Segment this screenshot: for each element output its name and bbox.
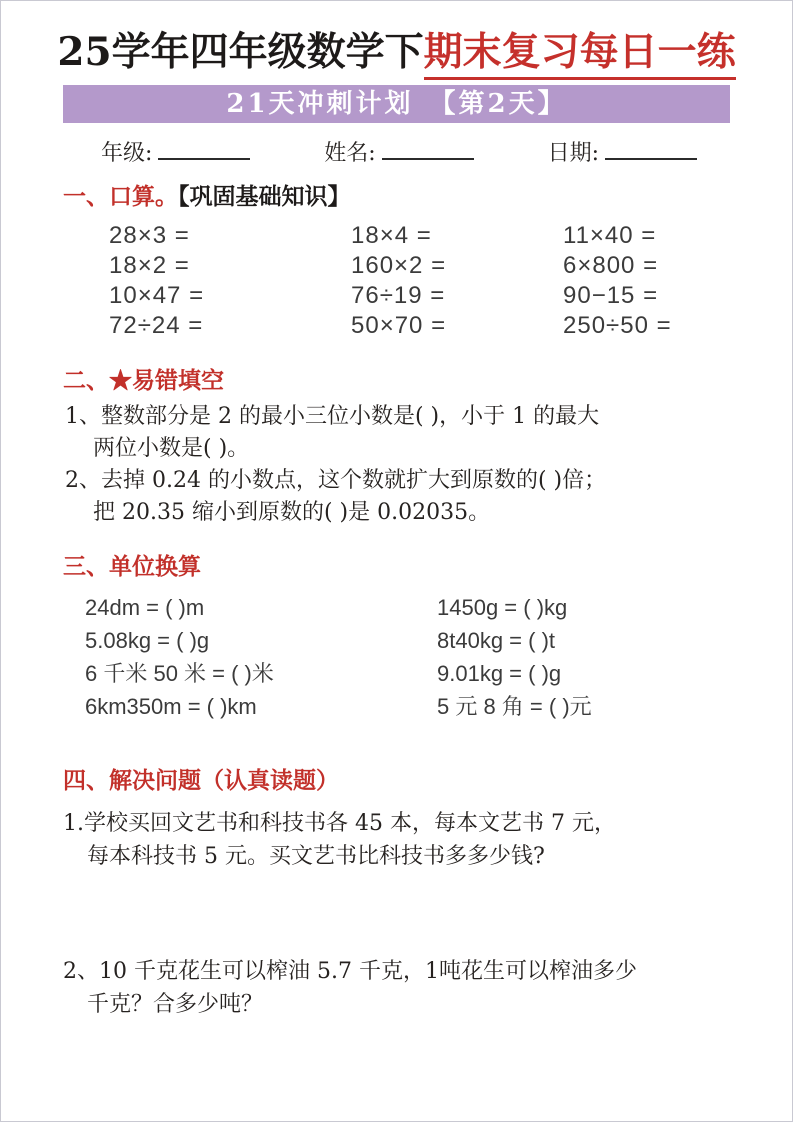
section-word-problems [1,767,792,1021]
fill-heading: 二、★易错填空 [63,367,224,394]
fill-item-1 [1,401,792,465]
fill-items [1,401,792,529]
unit-conversion: 6 千米 50 米 = ( )米 [85,661,274,686]
fill-item-1-line-1: 1、整数部分是 2 的最小三位小数是( )，小于 1 的最大 [65,404,600,429]
solve-heading: 四、解决问题（认真读题） [63,767,339,794]
date-field [548,140,697,167]
date-blank [605,140,697,160]
oral-problem: 50×70 = [351,312,447,339]
oral-problem: 18×4 = [351,222,432,249]
unit-conversion: 5 元 8 角 = ( )元 [437,694,592,719]
page-title [1,27,792,77]
fill-item-1-line-2: 两位小数是( )。 [93,436,250,461]
oral-problem: 18×2 = [109,252,190,279]
oral-problem: 6×800 = [563,252,659,279]
word-problem-1-line-1: 1.学校买回文艺书和科技书各 45 本，每本文艺书 7 元， [63,811,616,836]
worksheet-body [1,183,792,1021]
grade-field [101,140,250,167]
unit-conversion: 5.08kg = ( )g [85,628,210,653]
section-oral-math [1,183,792,341]
oral-heading [63,183,792,211]
unit-conversion: 9.01kg = ( )g [437,661,562,686]
oral-problem: 90−15 = [563,282,659,309]
unit-heading: 三、单位换算 [63,553,201,580]
info-row [101,140,697,167]
name-label: 姓名: [324,141,376,166]
oral-problem: 11×40 = [563,222,657,249]
oral-problem: 72÷24 = [109,312,204,339]
fill-item-2-line-2: 把 20.35 缩小到原数的( )是 0.02035。 [93,500,491,525]
unit-column-left [85,591,437,723]
unit-column-right [437,591,592,723]
title-black-part: 25学年四年级数学下 [57,29,424,75]
word-problem-2 [1,955,792,1021]
oral-problem: 250÷50 = [563,312,672,339]
section-fill-blanks [1,367,792,529]
oral-problem: 28×3 = [109,222,190,249]
name-blank [382,140,474,160]
unit-columns [85,591,792,723]
oral-problem-grid [109,221,792,341]
fill-item-2 [1,465,792,529]
unit-conversion: 24dm = ( )m [85,595,205,620]
oral-problem: 76÷19 = [351,282,446,309]
oral-problem: 160×2 = [351,252,447,279]
unit-conversion: 8t40kg = ( )t [437,628,556,653]
oral-heading-note: 【巩固基础知识】 [178,183,351,210]
unit-conversion: 6km350m = ( )km [85,694,257,719]
grade-label: 年级: [101,141,153,166]
fill-item-2-line-1: 2、去掉 0.24 的小数点，这个数就扩大到原数的( )倍； [65,468,607,493]
grade-blank [158,140,250,160]
word-problem-2-line-1: 2、10 千克花生可以榨油 5.7 千克，1吨花生可以榨油多少 [63,959,637,984]
plan-banner: 21天冲刺计划 【第2天】 [63,85,730,123]
word-problem-1 [1,807,792,873]
word-problem-1-line-2: 每本科技书 5 元。买文艺书比科技书多多少钱? [87,844,545,869]
date-label: 日期: [547,141,599,166]
section-unit-conversion [1,553,792,723]
oral-heading-red: 一、口算。 [63,183,178,210]
title-red-part: 期末复习每日一练 [424,29,736,80]
word-problem-2-line-2: 千克？合多少吨？ [87,992,264,1017]
name-field [324,140,473,167]
worksheet-header [1,27,792,167]
oral-problem: 10×47 = [109,282,205,309]
unit-conversion: 1450g = ( )kg [437,595,568,620]
